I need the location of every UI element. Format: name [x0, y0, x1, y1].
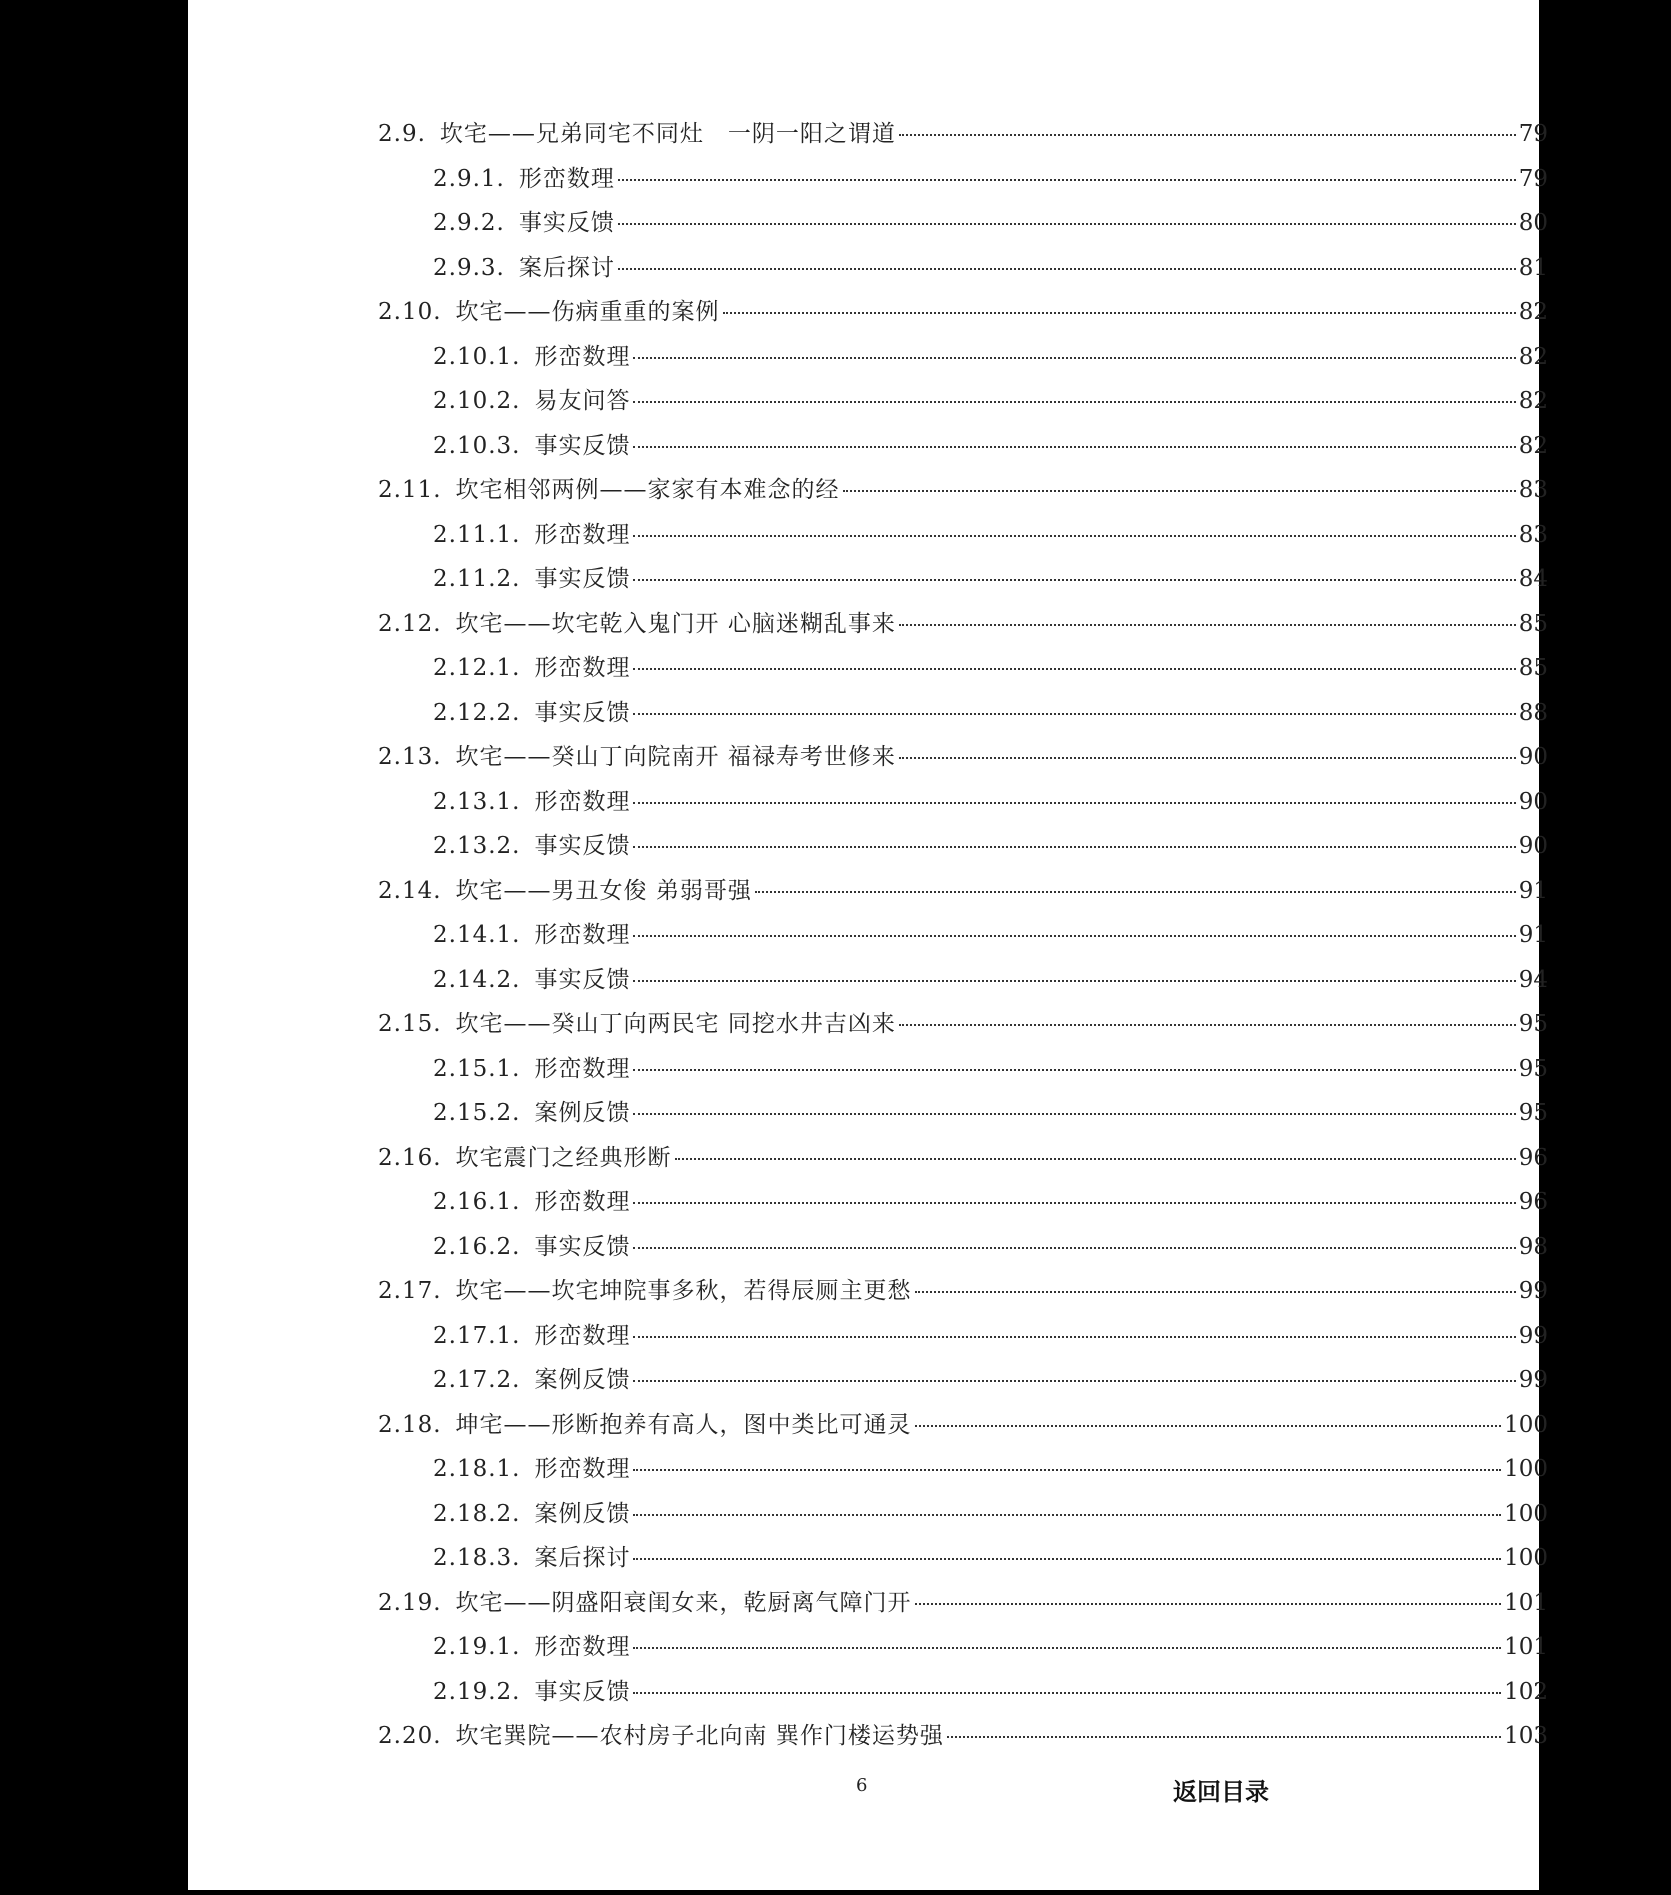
toc-entry-page: 82: [1518, 388, 1548, 414]
toc-entry-number: 2.14.2.: [433, 966, 521, 993]
toc-dot-leader: [633, 579, 1515, 581]
toc-entry-title: 坎宅——阴盛阳衰闺女来，乾厨离气障门开: [455, 1589, 912, 1616]
toc-entry-number: 2.11.1.: [433, 521, 521, 548]
toc-subsection-entry[interactable]: [378, 1450, 1548, 1495]
toc-entry-page: 82: [1518, 343, 1548, 370]
toc-entry-page: 96: [1518, 1144, 1548, 1171]
toc-entry-title: 形峦数理: [534, 521, 631, 548]
toc-entry-number: 2.9.: [378, 121, 426, 147]
toc-entry-page: 100: [1504, 1411, 1548, 1438]
toc-entry-title: 事实反馈: [534, 699, 631, 726]
toc-entry-title: 坎宅震门之经典形断: [455, 1144, 672, 1171]
toc-entry-page: 90: [1518, 788, 1548, 815]
toc-entry-page: 103: [1504, 1723, 1548, 1749]
toc-entry-page: 91: [1518, 877, 1548, 904]
toc-entry-number: 2.11.: [378, 477, 442, 503]
toc-entry-title: 坎宅——兄弟同宅不同灶 一阴一阳之谓道: [439, 121, 896, 147]
toc-entry-title: 坎宅——伤病重重的案例: [455, 299, 720, 325]
toc-section-entry[interactable]: [378, 738, 1548, 783]
toc-dot-leader: [633, 1336, 1515, 1338]
toc-entry-title: 案例反馈: [534, 1100, 631, 1126]
toc-entry-number: 2.15.2.: [433, 1100, 521, 1126]
toc-entry-page: 82: [1518, 299, 1548, 325]
toc-entry-page: 96: [1518, 1189, 1548, 1215]
toc-section-entry[interactable]: [378, 293, 1548, 338]
toc-entry-page: 88: [1518, 699, 1548, 726]
toc-entry-number: 2.10.: [378, 299, 442, 325]
toc-entry-title: 坎宅相邻两例——家家有本难念的经: [455, 477, 840, 503]
toc-entry-title: 形峦数理: [534, 1634, 631, 1660]
toc-entry-page: 83: [1518, 521, 1548, 548]
toc-dot-leader: [633, 846, 1515, 848]
toc-dot-leader: [675, 1158, 1516, 1160]
toc-entry-number: 2.16.1.: [433, 1189, 521, 1215]
toc-subsection-entry[interactable]: [378, 427, 1548, 472]
page-number: 6: [856, 1775, 868, 1796]
toc-entry-number: 2.17.2.: [433, 1367, 521, 1393]
toc-entry-page: 100: [1504, 1545, 1548, 1571]
toc-dot-leader: [633, 935, 1515, 937]
toc-entry-page: 90: [1518, 833, 1548, 859]
toc-entry-number: 2.14.1.: [433, 922, 521, 948]
toc-subsection-entry[interactable]: [378, 961, 1548, 1006]
toc-entry-title: 事实反馈: [534, 1233, 631, 1260]
toc-dot-leader: [633, 1647, 1501, 1649]
toc-entry-number: 2.16.: [378, 1144, 442, 1171]
toc-entry-number: 2.13.2.: [433, 833, 521, 859]
toc-entry-title: 事实反馈: [534, 432, 631, 459]
toc-entry-number: 2.10.2.: [433, 388, 521, 414]
toc-entry-page: 83: [1518, 477, 1548, 503]
toc-subsection-entry[interactable]: [378, 1228, 1548, 1273]
toc-dot-leader: [633, 1380, 1515, 1382]
toc-entry-title: 坎宅——坎宅坤院事多秋，若得辰厕主更愁: [455, 1278, 912, 1304]
toc-subsection-entry[interactable]: [378, 249, 1548, 294]
toc-subsection-entry[interactable]: [378, 1183, 1548, 1228]
toc-section-entry[interactable]: [378, 1406, 1548, 1451]
toc-subsection-entry[interactable]: [378, 160, 1548, 205]
toc-entry-page: 81: [1518, 254, 1548, 281]
return-to-contents-link[interactable]: 返回目录: [1173, 1778, 1269, 1806]
toc-subsection-entry[interactable]: [378, 1094, 1548, 1139]
toc-entry-page: 91: [1518, 922, 1548, 948]
toc-entry-title: 案后探讨: [534, 1545, 631, 1571]
toc-subsection-entry[interactable]: [378, 1539, 1548, 1584]
toc-entry-number: 2.18.1.: [433, 1456, 521, 1482]
toc-entry-title: 形峦数理: [534, 655, 631, 681]
toc-subsection-entry[interactable]: [378, 694, 1548, 739]
toc-dot-leader: [915, 1603, 1502, 1605]
toc-dot-leader: [915, 1425, 1502, 1427]
toc-entry-number: 2.10.3.: [433, 432, 521, 459]
toc-entry-title: 坎宅——癸山丁向两民宅 同挖水井吉凶来: [455, 1011, 896, 1037]
toc-subsection-entry[interactable]: [378, 783, 1548, 828]
toc-entry-page: 100: [1504, 1456, 1548, 1482]
toc-subsection-entry[interactable]: [378, 560, 1548, 605]
toc-entry-title: 形峦数理: [534, 922, 631, 948]
toc-subsection-entry[interactable]: [378, 516, 1548, 561]
toc-entry-title: 事实反馈: [534, 566, 631, 592]
toc-entry-number: 2.14.: [378, 877, 442, 904]
toc-dot-leader: [633, 713, 1515, 715]
toc-subsection-entry[interactable]: [378, 649, 1548, 694]
toc-entry-title: 形峦数理: [534, 1456, 631, 1482]
toc-entry-title: 案例反馈: [534, 1500, 631, 1527]
toc-dot-leader: [899, 624, 1516, 626]
toc-section-entry[interactable]: [378, 872, 1548, 917]
toc-subsection-entry[interactable]: [378, 1317, 1548, 1362]
toc-dot-leader: [633, 535, 1515, 537]
toc-dot-leader: [633, 1558, 1501, 1560]
toc-entry-number: 2.16.2.: [433, 1233, 521, 1260]
toc-entry-number: 2.15.: [378, 1011, 442, 1037]
toc-section-entry[interactable]: [378, 1584, 1548, 1629]
toc-entry-title: 事实反馈: [534, 1678, 631, 1705]
toc-subsection-entry[interactable]: [378, 1361, 1548, 1406]
toc-section-entry[interactable]: [378, 1717, 1548, 1762]
toc-entry-number: 2.18.2.: [433, 1500, 521, 1527]
toc-entry-title: 坤宅——形断抱养有高人，图中类比可通灵: [455, 1411, 912, 1438]
toc-dot-leader: [633, 401, 1515, 403]
toc-dot-leader: [618, 223, 1516, 225]
toc-subsection-entry[interactable]: [378, 204, 1548, 249]
toc-entry-page: 102: [1504, 1678, 1548, 1705]
toc-entry-number: 2.18.: [378, 1411, 442, 1438]
toc-subsection-entry[interactable]: [378, 382, 1548, 427]
toc-section-entry[interactable]: [378, 115, 1548, 160]
toc-entry-title: 形峦数理: [534, 788, 631, 815]
toc-entry-title: 事实反馈: [534, 833, 631, 859]
toc-entry-number: 2.15.1.: [433, 1055, 521, 1082]
toc-entry-number: 2.12.: [378, 610, 442, 637]
toc-entry-page: 84: [1518, 566, 1548, 592]
toc-entry-title: 事实反馈: [534, 966, 631, 993]
toc-entry-page: 79: [1518, 165, 1548, 192]
toc-dot-leader: [915, 1291, 1516, 1293]
toc-entry-page: 94: [1518, 966, 1548, 993]
toc-entry-title: 案后探讨: [518, 254, 615, 281]
toc-entry-page: 98: [1518, 1233, 1548, 1260]
toc-dot-leader: [633, 1514, 1501, 1516]
toc-entry-title: 形峦数理: [534, 1189, 631, 1215]
toc-dot-leader: [633, 1069, 1515, 1071]
toc-subsection-entry[interactable]: [378, 1673, 1548, 1718]
toc-section-entry[interactable]: [378, 1005, 1548, 1050]
toc-dot-leader: [633, 980, 1515, 982]
toc-section-entry[interactable]: [378, 605, 1548, 650]
toc-entry-page: 99: [1518, 1367, 1548, 1393]
toc-entry-page: 85: [1518, 655, 1548, 681]
toc-entry-page: 79: [1518, 121, 1548, 147]
toc-entry-number: 2.9.3.: [433, 254, 505, 281]
toc-entry-page: 85: [1518, 610, 1548, 637]
toc-dot-leader: [633, 668, 1515, 670]
toc-dot-leader: [633, 446, 1515, 448]
toc-entry-page: 101: [1504, 1634, 1548, 1660]
toc-entry-page: 95: [1518, 1100, 1548, 1126]
toc-entry-title: 事实反馈: [518, 210, 615, 236]
toc-entry-number: 2.12.2.: [433, 699, 521, 726]
toc-entry-page: 80: [1518, 210, 1548, 236]
toc-entry-number: 2.13.: [378, 744, 442, 770]
toc-section-entry[interactable]: [378, 471, 1548, 516]
toc-subsection-entry[interactable]: [378, 1050, 1548, 1095]
toc-entry-title: 坎宅——男丑女俊 弟弱哥强: [455, 877, 752, 904]
toc-entry-page: 100: [1504, 1500, 1548, 1527]
toc-entry-number: 2.17.1.: [433, 1322, 521, 1349]
toc-subsection-entry[interactable]: [378, 1495, 1548, 1540]
toc-subsection-entry[interactable]: [378, 1628, 1548, 1673]
toc-dot-leader: [633, 1202, 1515, 1204]
toc-dot-leader: [899, 757, 1516, 759]
document-page: [188, 0, 1548, 1890]
toc-entry-page: 95: [1518, 1011, 1548, 1037]
toc-dot-leader: [633, 1692, 1501, 1694]
toc-entry-number: 2.19.2.: [433, 1678, 521, 1705]
toc-entry-number: 2.19.1.: [433, 1634, 521, 1660]
toc-entry-number: 2.13.1.: [433, 788, 521, 815]
toc-dot-leader: [723, 312, 1516, 314]
toc-entry-number: 2.9.2.: [433, 210, 505, 236]
toc-entry-number: 2.11.2.: [433, 566, 521, 592]
toc-subsection-entry[interactable]: [378, 338, 1548, 383]
toc-section-entry[interactable]: [378, 1272, 1548, 1317]
toc-entry-number: 2.10.1.: [433, 343, 521, 370]
toc-dot-leader: [618, 179, 1516, 181]
toc-entry-page: 99: [1518, 1322, 1548, 1349]
toc-entry-number: 2.17.: [378, 1278, 442, 1304]
toc-section-entry[interactable]: [378, 1139, 1548, 1184]
toc-dot-leader: [899, 134, 1516, 136]
toc-entry-number: 2.12.1.: [433, 655, 521, 681]
toc-entry-title: 形峦数理: [534, 343, 631, 370]
toc-dot-leader: [755, 891, 1516, 893]
table-of-contents: [378, 115, 1548, 1762]
toc-entry-title: 坎宅——坎宅乾入鬼门开 心脑迷糊乱事来: [455, 610, 896, 637]
toc-entry-page: 101: [1504, 1589, 1548, 1616]
toc-dot-leader: [899, 1024, 1516, 1026]
toc-dot-leader: [633, 1247, 1515, 1249]
toc-dot-leader: [633, 802, 1515, 804]
toc-dot-leader: [947, 1736, 1501, 1738]
toc-dot-leader: [843, 490, 1516, 492]
toc-entry-number: 2.20.: [378, 1723, 442, 1749]
toc-entry-title: 形峦数理: [534, 1322, 631, 1349]
toc-subsection-entry[interactable]: [378, 827, 1548, 872]
toc-entry-page: 90: [1518, 744, 1548, 770]
toc-entry-number: 2.9.1.: [433, 165, 505, 192]
toc-dot-leader: [633, 1113, 1515, 1115]
toc-dot-leader: [633, 1469, 1501, 1471]
toc-entry-page: 99: [1518, 1278, 1548, 1304]
toc-entry-title: 形峦数理: [518, 165, 615, 192]
toc-entry-title: 坎宅巽院——农村房子北向南 巽作门楼运势强: [455, 1723, 944, 1749]
toc-entry-title: 坎宅——癸山丁向院南开 福禄寿考世修来: [455, 744, 896, 770]
toc-entry-number: 2.19.: [378, 1589, 442, 1616]
toc-entry-page: 95: [1518, 1055, 1548, 1082]
toc-entry-title: 形峦数理: [534, 1055, 631, 1082]
toc-entry-page: 82: [1518, 432, 1548, 459]
toc-entry-title: 易友问答: [534, 388, 631, 414]
toc-subsection-entry[interactable]: [378, 916, 1548, 961]
toc-entry-title: 案例反馈: [534, 1367, 631, 1393]
toc-dot-leader: [618, 268, 1516, 270]
toc-entry-number: 2.18.3.: [433, 1545, 521, 1571]
toc-dot-leader: [633, 357, 1515, 359]
